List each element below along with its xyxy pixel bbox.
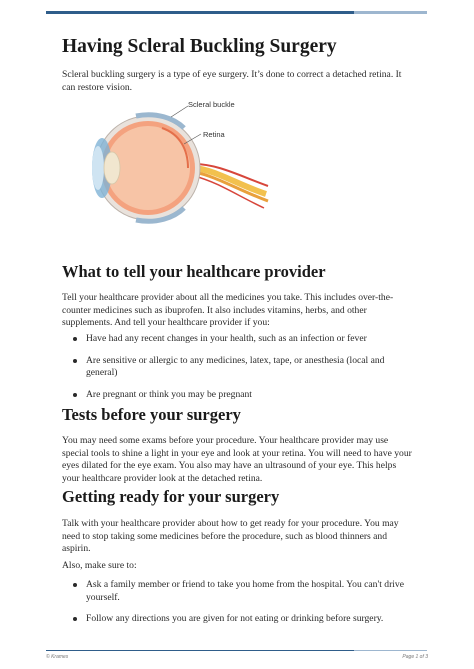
section-heading-tests: Tests before your surgery (62, 405, 241, 424)
footer-page-number: Page 1 of 3 (402, 654, 428, 660)
footer-accent-bar-light (354, 650, 427, 651)
figure-label-scleral-buckle: Scleral buckle (188, 100, 235, 109)
footer-accent-bar-dark (46, 650, 354, 651)
list-item: Have had any recent changes in your health, such as an infection or fever (62, 333, 402, 346)
list-item: Are sensitive or allergic to any medicines, latex, tape, or anesthesia (local and general) (62, 355, 396, 380)
top-accent-bar-light (354, 11, 427, 14)
section3-bullet-list (62, 579, 412, 626)
section1-paragraph: Tell your healthcare provider about all the medicines you take. This includes over-the-counter medicines such as ibuprofen. It also includes vitamins, herbs, and other supplements. And tell your healthcare provider if you: (62, 292, 394, 329)
list-item: Are pregnant or think you may be pregnant (62, 389, 402, 402)
section1-bullet-list (62, 333, 402, 401)
figure-label-retina: Retina (203, 130, 225, 139)
footer-accent-bar (46, 650, 427, 651)
footer-copyright: © Krames (46, 654, 69, 660)
page-title: Having Scleral Buckling Surgery (62, 36, 337, 57)
list-item: Follow any directions you are given for not eating or drinking before surgery. (62, 613, 412, 626)
intro-paragraph: Scleral buckling surgery is a type of eye surgery. It’s done to correct a detached retina. It can restore vision. (62, 69, 402, 93)
section3-paragraph: Talk with your healthcare provider about how to get ready for your procedure. You may need to stop taking some medicines before the procedure, such as blood thinners and aspirin. (62, 518, 399, 555)
section2-paragraph: You may need some exams before your procedure. Your healthcare provider may use special tools to shine a light in your eye and look at your retina. You will need to have your eyes dilated for the eye exam. You also may have an ultrasound of your eye. This helps your healthcare provider look at the detached retina. (62, 435, 412, 484)
top-accent-bar-dark (46, 11, 354, 14)
list-item: Ask a family member or friend to take you home from the hospital. You can't drive yourself. (62, 579, 412, 604)
eye-diagram-svg (76, 98, 286, 248)
section-heading-tell-provider: What to tell your healthcare provider (62, 262, 326, 281)
section-heading-getting-ready: Getting ready for your surgery (62, 487, 280, 506)
top-accent-bar (46, 11, 427, 14)
section3-also: Also, make sure to: (62, 560, 137, 571)
eye-illustration (76, 98, 286, 248)
